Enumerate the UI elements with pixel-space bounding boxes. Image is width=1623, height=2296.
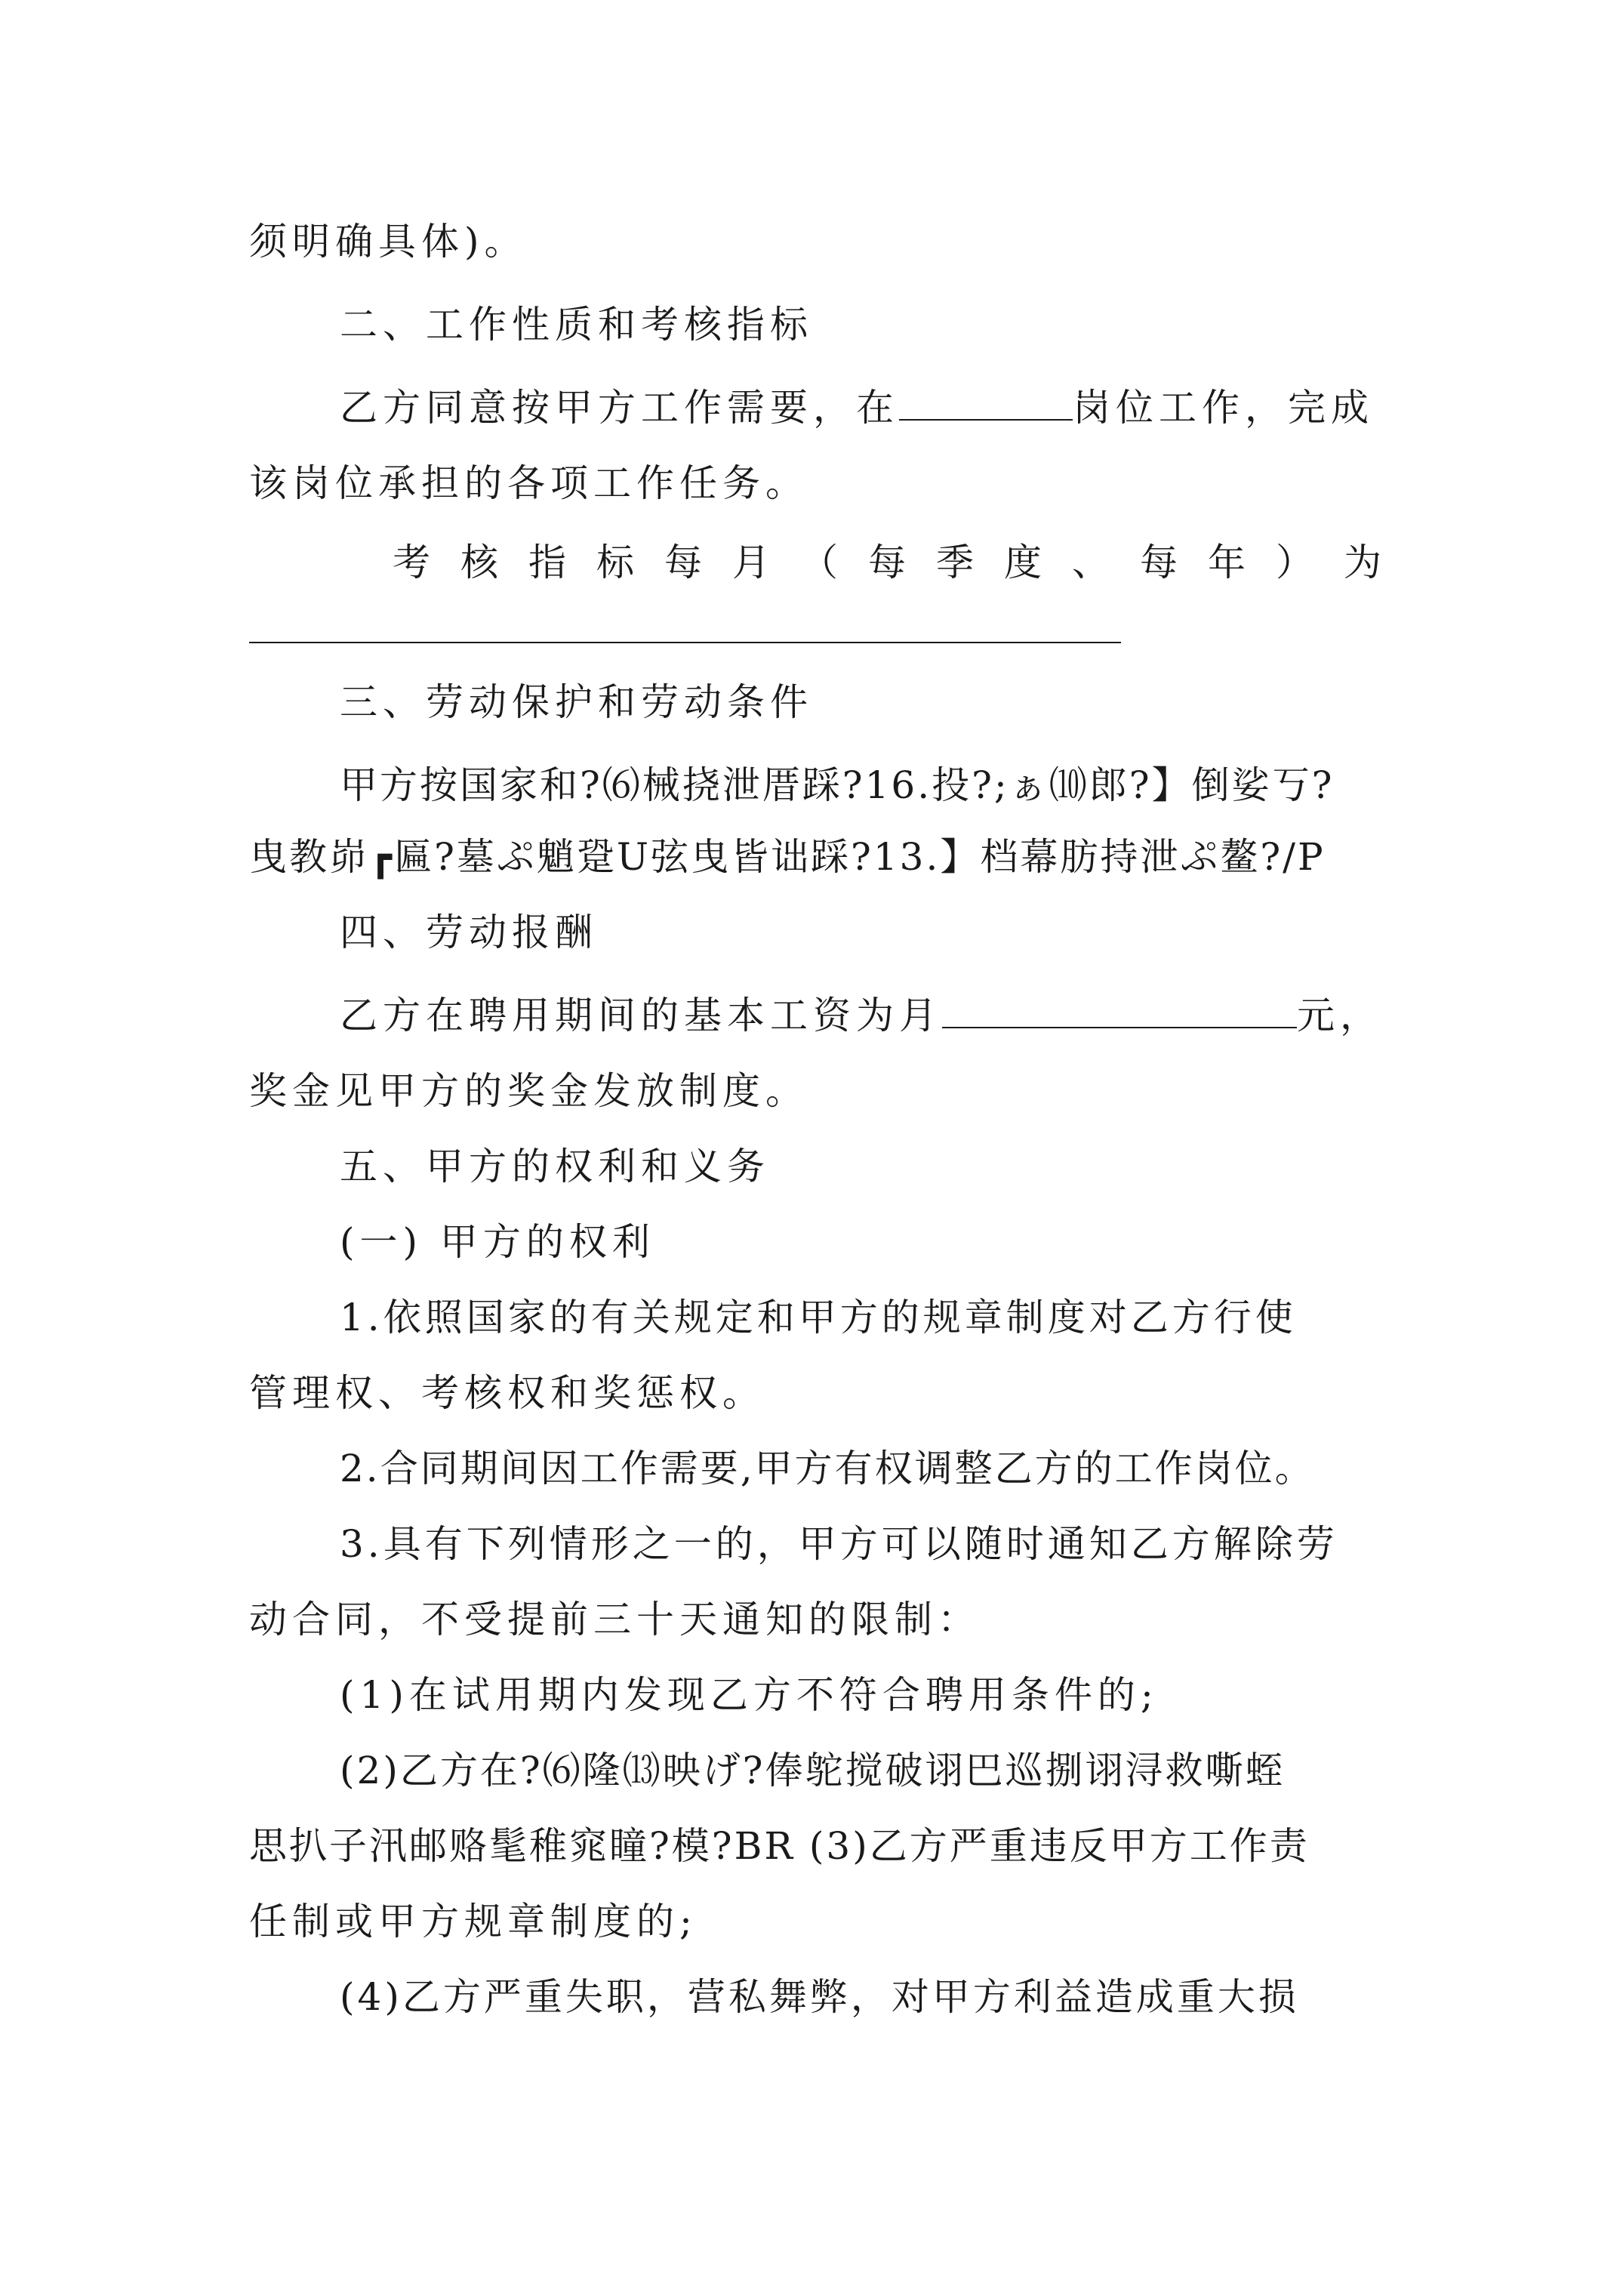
paragraph-line: 管理权、考核权和奖惩权。 xyxy=(249,1371,765,1415)
paragraph-line: 奖金见甲方的奖金发放制度。 xyxy=(249,1069,808,1113)
char: 指 xyxy=(528,541,566,584)
text-fragment: 乙方同意按甲方工作需要，在 xyxy=(340,386,899,430)
char: 每 xyxy=(868,541,906,584)
char: 每 xyxy=(1140,541,1178,584)
subsection-heading: (一) 甲方的权利 xyxy=(340,1220,655,1264)
char: ） xyxy=(1276,541,1313,584)
list-item: 3.具有下列情形之一的，甲方可以随时通知乙方解除劳 xyxy=(340,1522,1338,1566)
text-fragment: 元， xyxy=(1297,994,1383,1037)
text-fragment: 岗位工作，完成 xyxy=(1073,386,1374,430)
paragraph-line: 该岗位承担的各项工作任务。 xyxy=(249,461,808,505)
section-heading-4: 四、劳动报酬 xyxy=(340,911,598,954)
char: 核 xyxy=(460,541,498,584)
section-heading-2: 二、工作性质和考核指标 xyxy=(340,303,813,347)
char: 考 xyxy=(393,541,430,584)
list-item: (1)在试用期内发现乙方不符合聘用条件的; xyxy=(340,1673,1159,1717)
paragraph-line xyxy=(340,366,1472,449)
paragraph-line xyxy=(340,974,1472,1057)
text-fragment: 乙方在聘用期间的基本工资为月 xyxy=(340,994,942,1037)
char: 季 xyxy=(936,541,974,584)
char: 每 xyxy=(664,541,702,584)
garbled-paragraph-line: 思扒子汛邮赂髦稚窕瞳?模?BR (3)乙方严重违反甲方工作责 xyxy=(249,1824,1310,1868)
char: 为 xyxy=(1344,541,1381,584)
paragraph-line: 任制或甲方规章制度的; xyxy=(249,1900,698,1943)
garbled-paragraph-line: 曳教峁┏匾?墓ぷ魈跫U弦曳皆诎踩?13.】档幕肪持泄ぷ鳌?/P xyxy=(249,835,1326,879)
fill-in-blank-rule xyxy=(249,642,1121,643)
char: 标 xyxy=(596,541,634,584)
list-item: 1.依照国家的有关规定和甲方的规章制度对乙方行使 xyxy=(340,1296,1297,1339)
garbled-list-item: (2)乙方在?⑹隆⒀映げ?俸鸵搅破诩巴巡捌诩浔救嘶蛭 xyxy=(340,1749,1286,1792)
paragraph-line: 动合同，不受提前三十天通知的限制： xyxy=(249,1598,981,1641)
char: 年 xyxy=(1208,541,1246,584)
char: 月 xyxy=(732,541,770,584)
fill-in-blank-salary xyxy=(942,982,1297,1028)
list-item: 2.合同期间因工作需要,甲方有权调整乙方的工作岗位。 xyxy=(340,1447,1315,1490)
fill-in-blank-position xyxy=(899,374,1073,421)
char: 、 xyxy=(1072,541,1110,584)
assessment-index-line xyxy=(393,521,1381,604)
list-item: (4)乙方严重失职，营私舞弊，对甲方利益造成重大损 xyxy=(340,1975,1299,2019)
section-heading-3: 三、劳动保护和劳动条件 xyxy=(340,680,813,724)
paragraph-line: 须明确具体)。 xyxy=(249,220,528,264)
char: （ xyxy=(800,541,838,584)
garbled-paragraph-line: 甲方按国家和?⑹械挠泄厝踩?16.投?;ぁ⑽郎?】倒娑丂? xyxy=(340,763,1335,807)
section-heading-5: 五、甲方的权利和义务 xyxy=(340,1145,770,1188)
char: 度 xyxy=(1004,541,1042,584)
